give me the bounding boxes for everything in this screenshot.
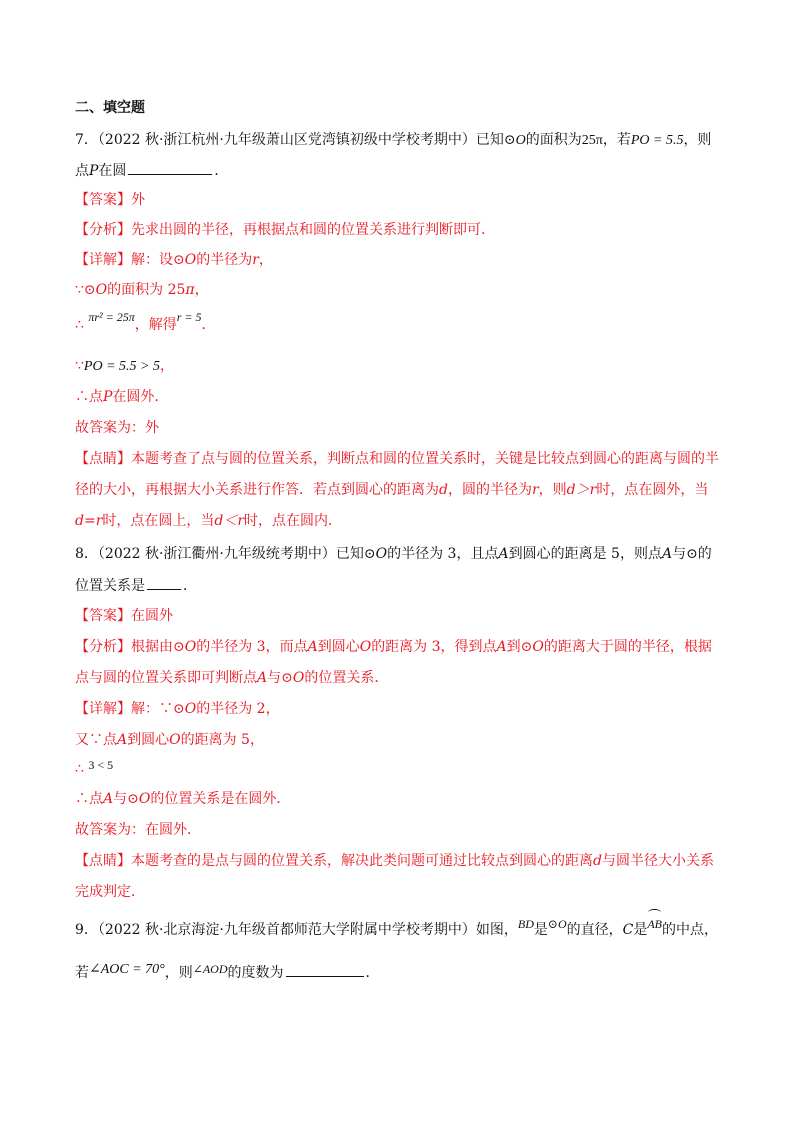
q8-answer: 【答案】在圆外: [75, 608, 173, 624]
q7-comment-1: 【点睛】本题考查了点与圆的位置关系，判断点和圆的位置关系时，关键是比较点到圆心的距离与圆的半: [75, 451, 719, 467]
answer-blank: [286, 962, 364, 977]
q8-comment-1: 【点睛】本题考查的是点与圆的位置关系，解决此类问题可通过比较点到圆心的距离d与圆半径大小关系: [75, 853, 714, 869]
q7-line-1: 7．（2022 秋·浙江杭州·九年级萧山区党湾镇初级中学校考期中）已知⊙O的面积为25π，若PO = 5.5，则: [75, 132, 712, 148]
q9-line-1: 9．（2022 秋·北京海淀·九年级首都师范大学附属中学校考期中）如图，BD是⊙O的直径，C是AB的中点，: [75, 920, 745, 940]
q8-detail-1: 【详解】解：∵⊙O的半径为 2，: [75, 701, 280, 717]
q7-detail-4: ∵PO = 5.5 > 5，: [75, 358, 174, 374]
q8-line-2: 位置关系是 ．: [75, 575, 745, 596]
answer-blank: [147, 575, 181, 590]
q7-answer: 【答案】外: [75, 192, 145, 208]
q7-comment-3: d=r时，点在圆上，当d＜r时，点在圆内．: [75, 513, 343, 529]
q7-detail-2: ∵⊙O的面积为 25π，: [75, 282, 209, 298]
q7-detail-1: 【详解】解：设⊙O的半径为r，: [75, 252, 273, 268]
q7-final: 故答案为：外: [75, 420, 159, 436]
q7-detail-5: ∴点P在圆外．: [75, 389, 169, 405]
q8-line-1: 8．（2022 秋·浙江衢州·九年级统考期中）已知⊙O的半径为 3，且点A到圆心的距离是 5，则点A与⊙的: [75, 546, 712, 562]
q8-comment-2: 完成判定．: [75, 884, 145, 900]
q8-detail-2: 又∵点A到圆心O的距离为 5，: [75, 732, 264, 748]
q8-detail-4: ∴点A与⊙O的位置关系是在圆外．: [75, 791, 291, 807]
q8-analysis-1: 【分析】根据由⊙O的半径为 3，而点A到圆心O的距离为 3，得到点A到⊙O的距离大于圆的半径，根据: [75, 639, 712, 655]
answer-blank: [128, 160, 212, 175]
section-title: 二、填空题: [75, 100, 145, 116]
q8-analysis-2: 点与圆的位置关系即可判断点A与⊙O的位置关系．: [75, 670, 389, 686]
q7-detail-3: ∴ πr² = 25π，解得r = 5．: [75, 310, 216, 333]
q7-analysis: 【分析】先求出圆的半径，再根据点和圆的位置关系进行判断即可．: [75, 222, 495, 238]
q7-comment-2: 径的大小，再根据大小关系进行作答．若点到圆心的距离为d，圆的半径为r，则d＞r时，点在圆外，当: [75, 482, 709, 498]
q7-line-2: 点P在圆 ．: [75, 160, 745, 181]
q8-detail-3: ∴ 3 < 5: [75, 758, 114, 777]
q9-line-2: 若∠AOC = 70°，则∠AOD的度数为 ．: [75, 962, 380, 981]
q8-final: 故答案为：在圆外．: [75, 822, 201, 838]
